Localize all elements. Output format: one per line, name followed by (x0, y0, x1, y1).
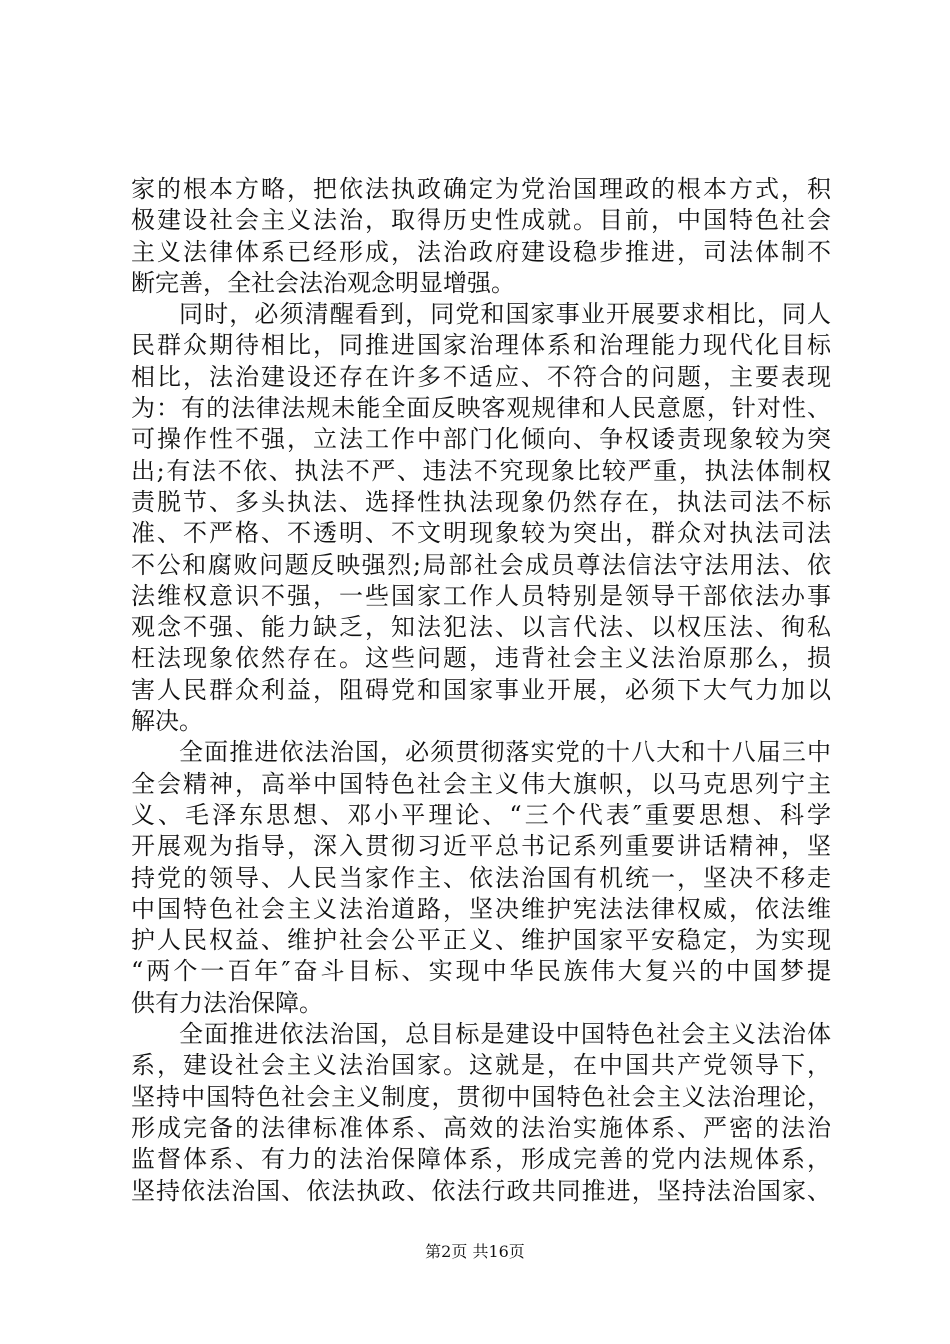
text-line: “两个一百年″奋斗目标、实现中华民族伟大复兴的中国梦提 (131, 957, 831, 986)
text-line: 同时，必须清醒看到，同党和国家事业开展要求相比，同人 (179, 300, 831, 329)
body-text (131, 174, 831, 1207)
text-line: 家的根本方略，把依法执政确定为党治国理政的根本方式，积 (131, 175, 831, 203)
text-line: 主义法律体系已经形成，法治政府建设稳步推进，司法体制不 (131, 237, 831, 266)
text-line: 责脱节、多头执法、选择性执法现象仍然存在，执法司法不标 (131, 487, 831, 516)
page-footer: 第2页 共16页 (425, 1242, 525, 1261)
text-line: 断完善，全社会法治观念明显增强。 (131, 268, 515, 297)
text-line: 持党的领导、人民当家作主、依法治国有机统一，坚决不移走 (131, 863, 831, 892)
text-line: 枉法现象依然存在。这些问题，违背社会主义法治原那么，损 (131, 644, 831, 673)
text-line: 中国特色社会主义法治道路，坚决维护宪法法律权威，依法维 (131, 894, 831, 923)
text-line: 监督体系、有力的法治保障体系，形成完善的党内法规体系， (131, 1145, 831, 1174)
text-line: 法维权意识不强，一些国家工作人员特别是领导干部依法办事 (131, 581, 831, 610)
text-line: 害人民群众利益，阻碍党和国家事业开展，必须下大气力加以 (131, 675, 831, 704)
text-line: 供有力法治保障。 (131, 988, 323, 1017)
text-line: 形成完备的法律标准体系、高效的法治实施体系、严密的法治 (131, 1113, 831, 1142)
text-line: 坚持中国特色社会主义制度，贯彻中国特色社会主义法治理论， (131, 1082, 831, 1111)
text-line: 准、不严格、不透明、不文明现象较为突出，群众对执法司法 (131, 519, 831, 548)
text-line: 全面推进依法治国，必须贯彻落实党的十八大和十八届三中 (179, 738, 831, 767)
text-line: 全会精神，高举中国特色社会主义伟大旗帜，以马克思列宁主 (131, 769, 831, 798)
text-line: 可操作性不强，立法工作中部门化倾向、争权诿责现象较为突 (131, 425, 831, 454)
text-line: 系，建设社会主义法治国家。这就是，在中国共产党领导下， (131, 1051, 831, 1080)
text-line: 义、毛泽东思想、邓小平理论、“三个代表″重要思想、科学 (131, 800, 831, 829)
text-line: 为：有的法律法规未能全面反映客观规律和人民意愿，针对性、 (131, 394, 831, 423)
text-line: 不公和腐败问题反映强烈;局部社会成员尊法信法守法用法、依 (131, 550, 831, 579)
text-line: 全面推进依法治国，总目标是建设中国特色社会主义法治体 (179, 1020, 831, 1049)
text-line: 解决。 (131, 707, 203, 736)
text-line: 坚持依法治国、依法执政、依法行政共同推进，坚持法治国家、 (131, 1176, 831, 1205)
text-line: 极建设社会主义法治，取得历史性成就。目前，中国特色社会 (131, 206, 831, 235)
text-line: 出;有法不依、执法不严、违法不究现象比较严重，执法体制权 (131, 456, 831, 485)
text-line: 民群众期待相比，同推进国家治理体系和治理能力现代化目标 (131, 331, 831, 360)
text-line: 观念不强、能力缺乏，知法犯法、以言代法、以权压法、徇私 (131, 613, 831, 642)
text-line: 开展观为指导，深入贯彻习近平总书记系列重要讲话精神，坚 (131, 832, 831, 861)
text-line: 相比，法治建设还存在许多不适应、不符合的问题，主要表现 (131, 362, 831, 391)
text-line: 护人民权益、维护社会公平正义、维护国家平安稳定，为实现 (131, 926, 831, 955)
